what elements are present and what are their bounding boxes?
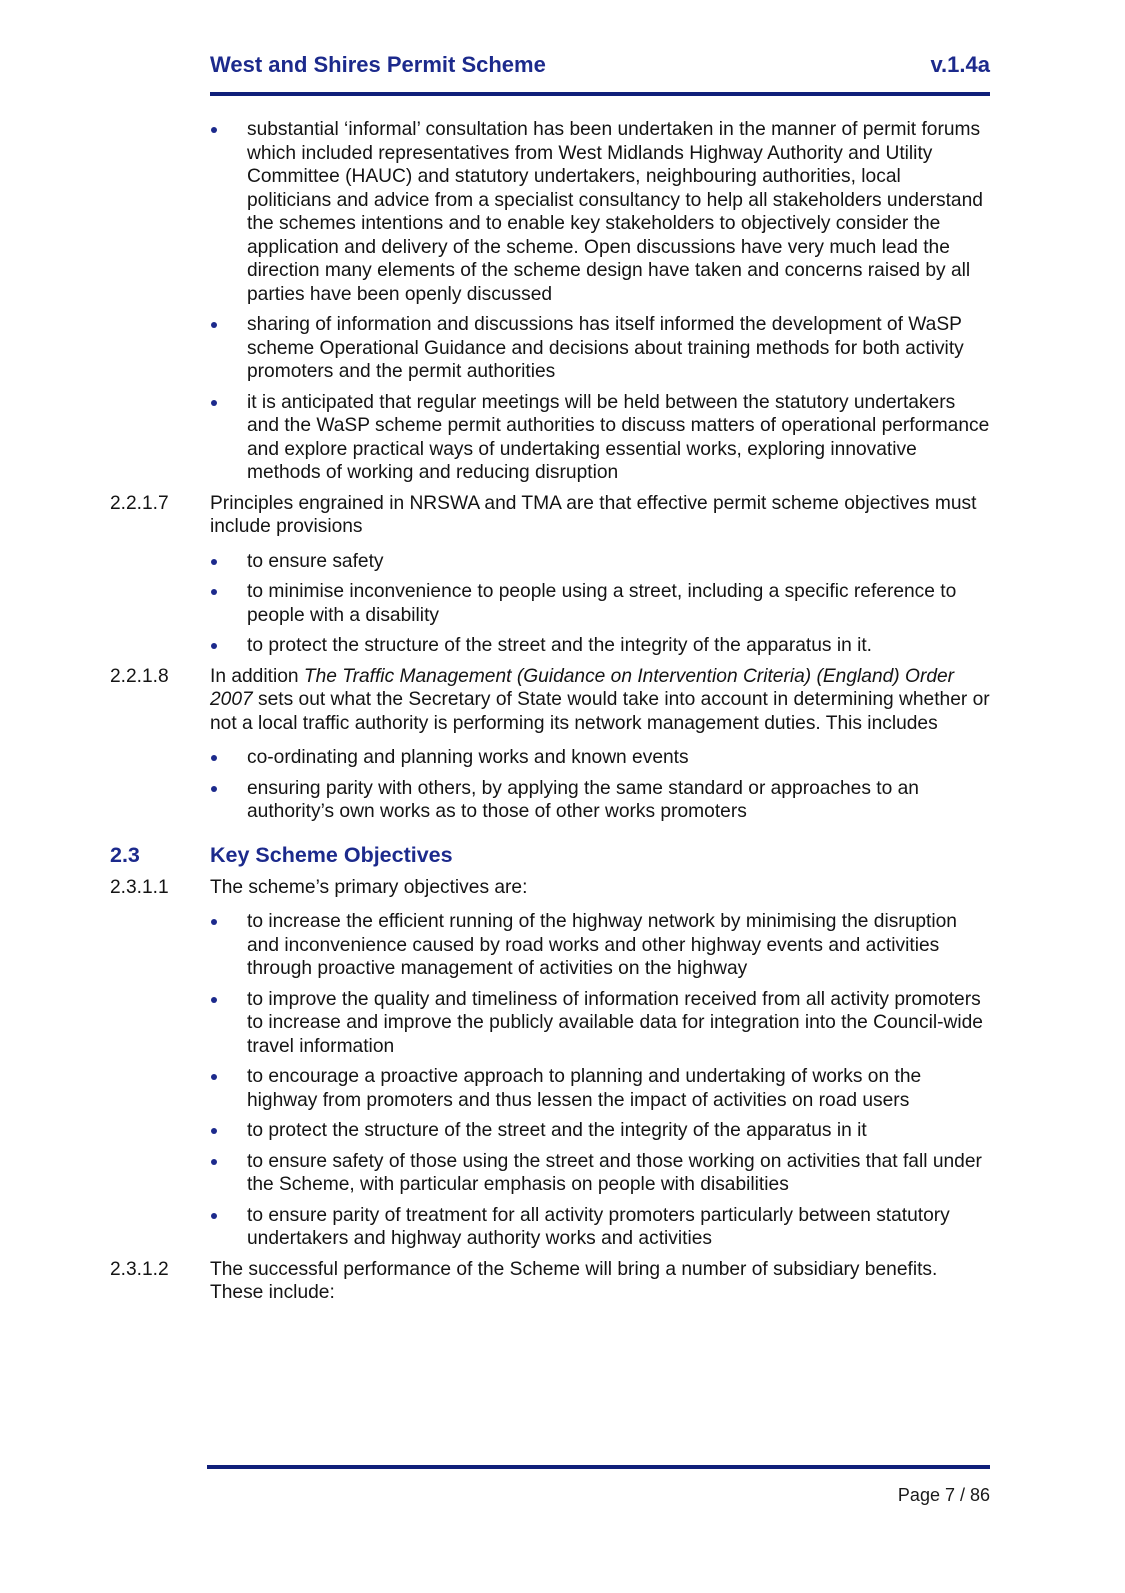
list-item-text: to ensure safety of those using the street and those working on activities that fall under the Scheme, with particular emphasis on people with disabilities: [247, 1150, 982, 1195]
paragraph-2-3-1-1: [110, 876, 990, 900]
bullet-icon: [211, 559, 217, 565]
list-item: [210, 580, 990, 627]
list-item: [210, 550, 990, 574]
document-version: v.1.4a: [930, 52, 990, 77]
paragraph-2-2-1-8: [110, 665, 990, 736]
list-item-text: to ensure parity of treatment for all activity promoters particularly between statutory undertakers and highway authority works and activities: [247, 1204, 950, 1249]
bullet-icon: [211, 1074, 217, 1080]
section-title: Key Scheme Objectives: [210, 842, 453, 867]
paragraph-text: Principles engrained in NRSWA and TMA are that effective permit scheme objectives must include provisions: [210, 492, 977, 537]
bullet-icon: [211, 127, 217, 133]
list-item-text: to ensure safety: [247, 550, 384, 572]
list-item-text: sharing of information and discussions has itself informed the development of WaSP scheme Operational Guidance and decisions about training methods for both activity promoters and the permit authorities: [247, 314, 964, 382]
paragraph-number: 2.3.1.1: [110, 876, 169, 898]
list-item-text: to increase the efficient running of the highway network by minimising the disruption and inconvenience caused by road works and other highway events and activities through proactive management of activities on the highway: [247, 911, 957, 979]
list-item: [210, 1119, 990, 1143]
bullet-icon: [211, 919, 217, 925]
paragraph-number: 2.2.1.8: [110, 665, 169, 687]
section-number: 2.3: [110, 842, 140, 867]
bullet-icon: [211, 1128, 217, 1134]
list-item: [210, 1204, 990, 1251]
list-item: [210, 634, 990, 658]
list-item: [210, 1065, 990, 1112]
list-item-text: to protect the structure of the street and the integrity of the apparatus in it: [247, 1120, 867, 1141]
list-item-text: to improve the quality and timeliness of information received from all activity promoters to increase and improve the publicly available data for integration into the Council-wide travel information: [247, 988, 983, 1057]
list-item: [210, 777, 990, 824]
document-title: West and Shires Permit Scheme: [210, 52, 546, 77]
paragraph-2-2-1-7: [110, 492, 990, 539]
list-item: [210, 746, 990, 770]
page-header: [210, 50, 990, 96]
paragraph-text-before: In addition: [210, 665, 304, 687]
bullet-list-duties: [110, 746, 990, 824]
list-item-text: it is anticipated that regular meetings will be held between the statutory undertakers and the WaSP scheme permit authorities to discuss matters of operational performance and explore practical ways of undertaking essential works, exploring innovative methods of working and reducing disruption: [247, 391, 990, 483]
page-number: Page 7 / 86: [897, 1485, 990, 1505]
paragraph-text: The scheme’s primary objectives are:: [210, 876, 528, 898]
list-item: [210, 988, 990, 1059]
list-item-text: to protect the structure of the street and the integrity of the apparatus in it.: [247, 635, 873, 656]
bullet-list-provisions: [110, 550, 990, 658]
bullet-icon: [211, 1213, 217, 1219]
list-item-text: to minimise inconvenience to people using a street, including a specific reference to people with a disability: [247, 581, 957, 626]
bullet-icon: [211, 643, 217, 649]
list-item: [210, 910, 990, 981]
paragraph-text: The successful performance of the Scheme will bring a number of subsidiary benefits. These include:: [210, 1258, 938, 1303]
list-item: [210, 391, 990, 485]
paragraph-number: 2.3.1.2: [110, 1258, 169, 1280]
list-item-text: ensuring parity with others, by applying the same standard or approaches to an authority’s own works as to those of other works promoters: [247, 777, 919, 822]
bullet-icon: [211, 755, 217, 761]
section-heading-2-3: [110, 842, 990, 868]
bullet-list-consultation: [110, 118, 990, 485]
paragraph-text-after: sets out what the Secretary of State would take into account in determining whether or not a local traffic authority is performing its network management duties. This includes: [210, 689, 990, 734]
bullet-icon: [211, 997, 217, 1003]
bullet-icon: [211, 322, 217, 328]
bullet-list-objectives: [110, 910, 990, 1251]
paragraph-2-3-1-2: [110, 1258, 990, 1305]
document-body: [110, 118, 990, 1316]
list-item-text: to encourage a proactive approach to planning and undertaking of works on the highway from promoters and thus lessen the impact of activities on road users: [247, 1066, 922, 1111]
list-item-text: co-ordinating and planning works and known events: [247, 747, 689, 768]
list-item: [210, 313, 990, 384]
list-item-text: substantial ‘informal’ consultation has been undertaken in the manner of permit forums which included representatives from West Midlands Highway Authority and Utility Committee (HAUC) and statutory undertakers, neighbouring authorities, local politicians and advice from a specialist consultancy to help all stakeholders understand the schemes intentions and to enable key stakeholders to objectively consider the application and delivery of the scheme. Open discussions have very much lead the direction many elements of the scheme design have taken and concerns raised by all parties have been openly discussed: [247, 119, 983, 305]
bullet-icon: [211, 589, 217, 595]
order-citation: The Traffic Management (Guidance on Intervention Criteria) (England) Order 2007: [210, 665, 955, 710]
paragraph-number: 2.2.1.7: [110, 492, 169, 514]
footer-rule: [207, 1465, 990, 1469]
bullet-icon: [211, 1159, 217, 1165]
list-item: [210, 118, 990, 306]
list-item: [210, 1150, 990, 1197]
bullet-icon: [211, 786, 217, 792]
bullet-icon: [211, 400, 217, 406]
